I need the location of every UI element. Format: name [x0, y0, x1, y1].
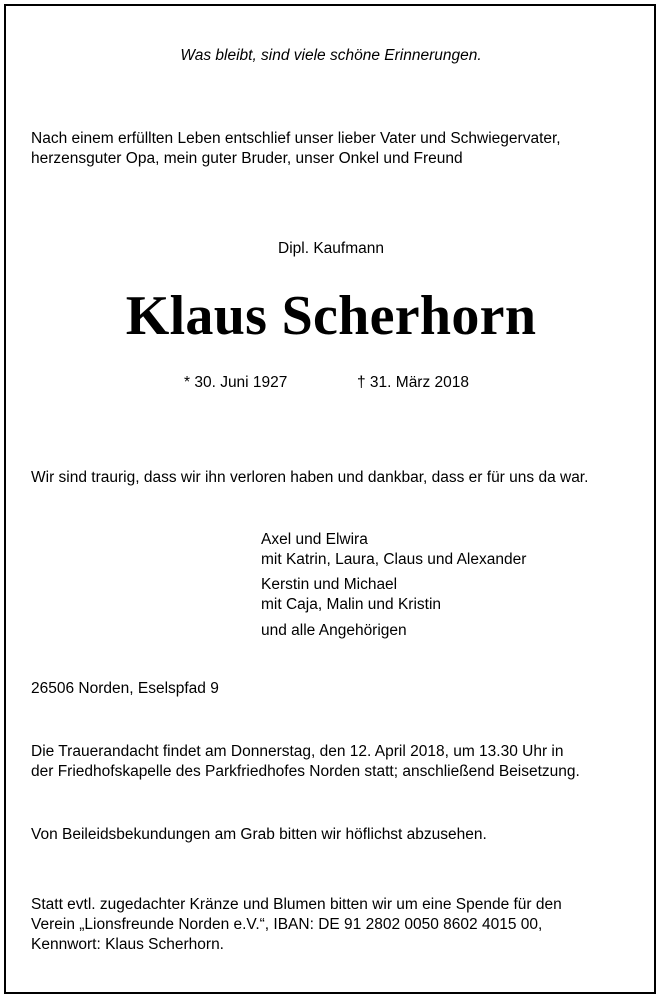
- birth-date: * 30. Juni 1927: [184, 374, 288, 391]
- address: 26506 Norden, Eselspfad 9: [31, 680, 219, 697]
- deceased-name: Klaus Scherhorn: [125, 285, 537, 347]
- mourner-line: mit Katrin, Laura, Claus und Alexander: [261, 551, 527, 568]
- service-line-1: Die Trauerandacht findet am Donnerstag, den 12. April 2018, um 13.30 Uhr in: [31, 743, 564, 760]
- donation-line-3: Kennwort: Klaus Scherhorn.: [31, 936, 224, 953]
- mourner-line: und alle Angehörigen: [261, 622, 407, 639]
- motto: Was bleibt, sind viele schöne Erinnerungen.: [180, 47, 482, 64]
- mourner-line: Kerstin und Michael: [261, 576, 398, 593]
- mourner-line: mit Caja, Malin und Kristin: [261, 596, 442, 613]
- donation-line-2: Verein „Lionsfreunde Norden e.V.“, IBAN: DE 91 2802 0050 8602 4015 00,: [31, 916, 543, 933]
- donation-line-1: Statt evtl. zugedachter Kränze und Blumen bitten wir um eine Spende für den: [31, 896, 562, 913]
- academic-title: Dipl. Kaufmann: [278, 240, 384, 257]
- intro-line-2: herzensguter Opa, mein guter Bruder, unser Onkel und Freund: [31, 150, 463, 167]
- death-date: † 31. März 2018: [357, 374, 470, 391]
- intro-line-1: Nach einem erfüllten Leben entschlief unser lieber Vater und Schwiegervater,: [31, 130, 561, 147]
- mourner-line: Axel und Elwira: [261, 531, 368, 548]
- service-line-2: der Friedhofskapelle des Parkfriedhofes Norden statt; anschließend Beisetzung.: [31, 763, 580, 780]
- condolence-note: Von Beileidsbekundungen am Grab bitten wir höflichst abzusehen.: [31, 826, 487, 843]
- sentiment-text: Wir sind traurig, dass wir ihn verloren haben und dankbar, dass er für uns da war.: [31, 469, 589, 486]
